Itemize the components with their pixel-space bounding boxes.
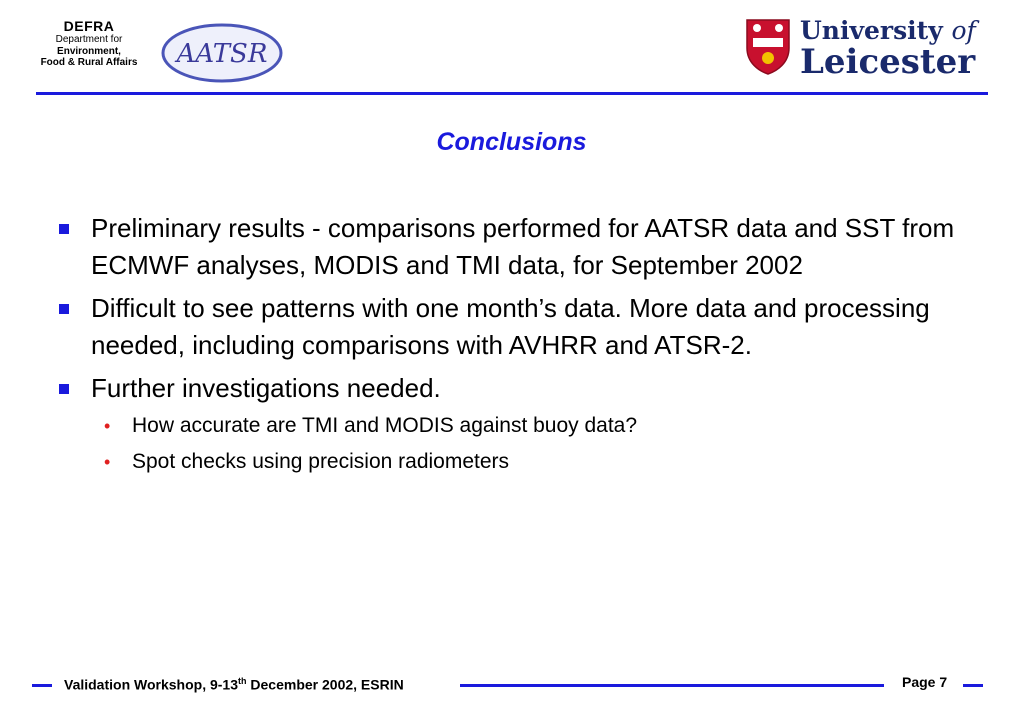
sub-bullet-text: Spot checks using precision radiometers (132, 450, 510, 473)
square-bullet-icon (59, 384, 69, 394)
defra-name: DEFRA (63, 18, 115, 34)
page-title: Conclusions (436, 128, 587, 156)
footer-dash-right (963, 684, 983, 687)
bullet-item (56, 210, 976, 284)
page-number: Page 7 (902, 674, 948, 690)
bullet-item (56, 290, 976, 364)
defra-line3: Food & Rural Affairs (40, 57, 138, 69)
bullet-list (56, 210, 976, 485)
university-of: of (951, 16, 976, 45)
aatsr-logo-text: AATSR (176, 39, 268, 69)
university-logo (800, 16, 976, 82)
footer-workshop: Validation Workshop, 9-13th December 2002, ESRIN (64, 676, 404, 693)
bullet-text: Preliminary results - comparisons performed for AATSR data and SST from ECMWF analyses, MODIS and TMI data, for September 2002 (91, 213, 955, 280)
header-divider (36, 92, 988, 95)
square-bullet-icon (59, 224, 69, 234)
aatsr-logo (160, 22, 285, 89)
defra-logo (30, 18, 148, 69)
bullet-text: Difficult to see patterns with one month’s data. More data and processing needed, including comparisons with AVHRR and ATSR-2. (91, 293, 930, 360)
university-name: University (800, 16, 943, 45)
sub-bullet-item (56, 449, 976, 475)
defra-line2: Environment, (57, 45, 121, 57)
defra-line1: Department for (55, 34, 123, 46)
bullet-text: Further investigations needed. (91, 373, 441, 403)
footer-dash-left (32, 684, 52, 687)
sub-bullet-item (56, 413, 976, 439)
university-shield (745, 18, 791, 81)
dot-bullet-icon: • (104, 452, 111, 472)
footer-line (460, 684, 884, 687)
footer (0, 672, 1023, 696)
sub-bullet-text: How accurate are TMI and MODIS against buoy data? (132, 414, 638, 437)
university-city: Leicester (800, 42, 976, 82)
bullet-item (56, 370, 976, 407)
square-bullet-icon (59, 304, 69, 314)
dot-bullet-icon: • (104, 416, 111, 436)
